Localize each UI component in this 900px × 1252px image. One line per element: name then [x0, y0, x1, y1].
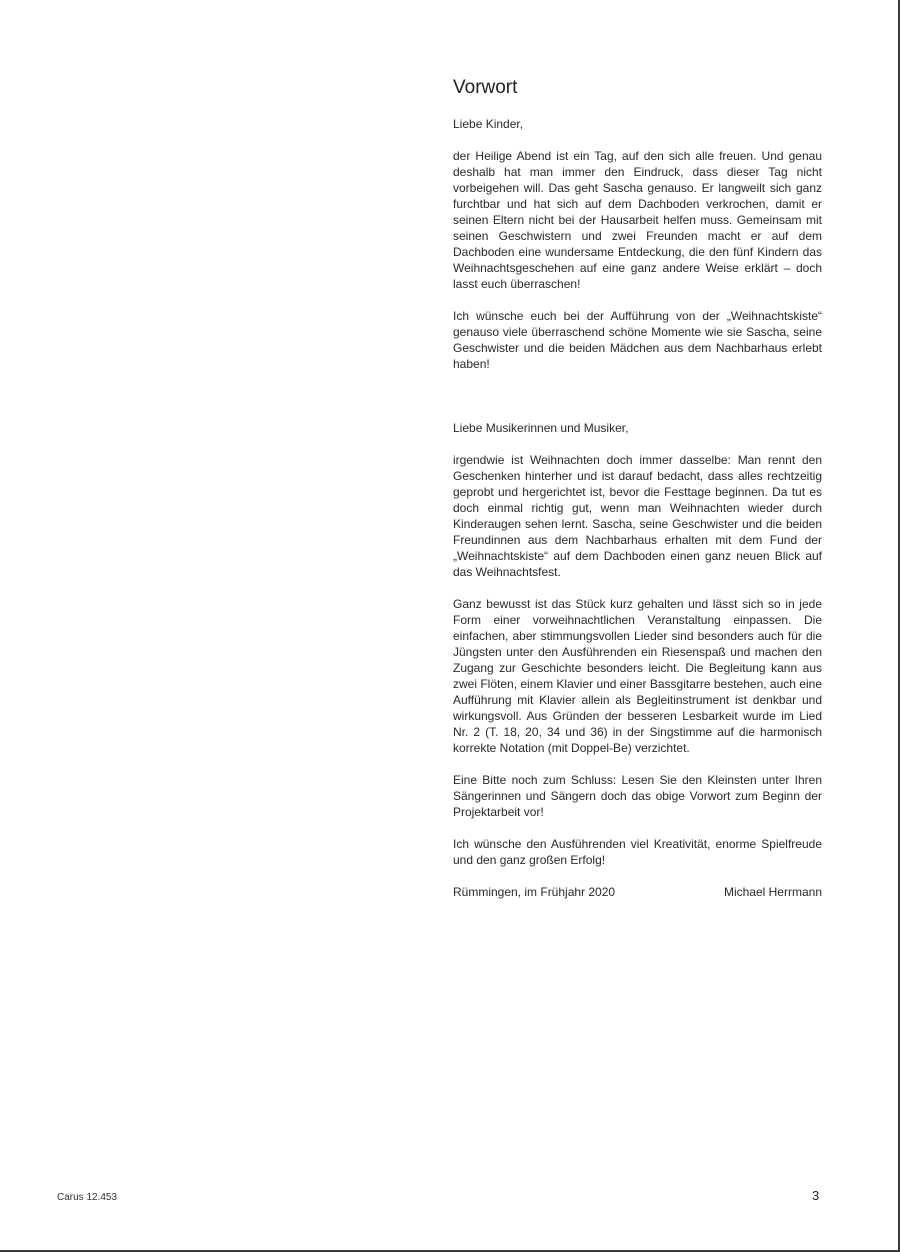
kids-paragraph-2: Ich wünsche euch bei der Aufführung von der „Weihnachtskiste“ genauso viele überraschend schöne Momente wie sie Sascha, seine Geschwister und die beiden Mädchen aus dem Nachbarhaus erlebt haben!	[453, 309, 822, 371]
musicians-paragraph-2: Ganz bewusst ist das Stück kurz gehalten und lässt sich so in jede Form einer vorweihnachtlichen Veranstaltung einpassen. Die einfachen, aber stimmungsvollen Lieder sind besonders auch für die Jüngsten unter den Ausführenden ein Riesenspaß und machen den Zugang zur Geschichte besonders leicht. Die Begleitung kann aus zwei Flöten, einem Klavier und einer Bassgitarre bestehen, auch eine Aufführung mit Klavier allein als Begleitinstrument ist denkbar und wirkungsvoll. Aus Gründen der besseren Lesbarkeit wurde im Lied Nr. 2 (T. 18, 20, 34 und 36) in der Singstimme auf die harmonisch korrekte Notation (mit Doppel-Be) verzichtet.	[453, 597, 822, 755]
kids-paragraph-1: der Heilige Abend ist ein Tag, auf den sich alle freuen. Und genau deshalb hat man immer den Eindruck, dass dieser Tag nicht vorbeigehen will. Das geht Sascha genauso. Er langweilt sich ganz furchtbar und hat sich auf dem Dachboden verkrochen, damit er seinen Eltern nicht bei der Hausarbeit helfen muss. Gemeinsam mit seinen Geschwistern und zwei Freunden macht er auf dem Dachboden eine wundersame Entdeckung, die den fünf Kindern das Weihnachtsgeschehen auf eine ganz andere Weise erklärt – doch lasst euch überraschen!	[453, 149, 822, 291]
author-name: Michael Herrmann	[723, 885, 822, 899]
musicians-paragraph-3: Eine Bitte noch zum Schluss: Lesen Sie den Kleinsten unter Ihren Sängerinnen und Sängern doch das obige Vorwort zum Beginn der Projektarbeit vor!	[453, 773, 822, 819]
musicians-salutation: Liebe Musikerinnen und Musiker,	[453, 421, 629, 435]
place-date: Rümmingen, im Frühjahr 2020	[453, 885, 616, 899]
musicians-paragraph-4: Ich wünsche den Ausführenden viel Kreativität, enorme Spielfreude und den ganz großen Erfolg!	[453, 837, 822, 867]
musicians-paragraph-1: irgendwie ist Weihnachten doch immer dasselbe: Man rennt den Geschenken hinterher und ist darauf bedacht, dass alles rechtzeitig geprobt und hergerichtet ist, bevor die Festtage beginnen. Da tut es doch einmal richtig gut, wenn man Weihnachten wieder durch Kinderaugen sehen lernt. Sascha, seine Geschwister und die beiden Freundinnen aus dem Nachbarhaus erhalten mit dem Fund der „Weihnachtskiste“ auf dem Dachboden einen ganz neuen Blick auf das Weihnachtsfest.	[453, 453, 822, 579]
signature-row	[453, 884, 822, 900]
preface-column	[453, 76, 822, 900]
section-spacer	[453, 388, 822, 420]
page-number: 3	[812, 1188, 820, 1203]
kids-salutation: Liebe Kinder,	[453, 117, 524, 131]
page-title: Vorwort	[453, 77, 518, 98]
catalog-number: Carus 12.453	[57, 1192, 118, 1203]
